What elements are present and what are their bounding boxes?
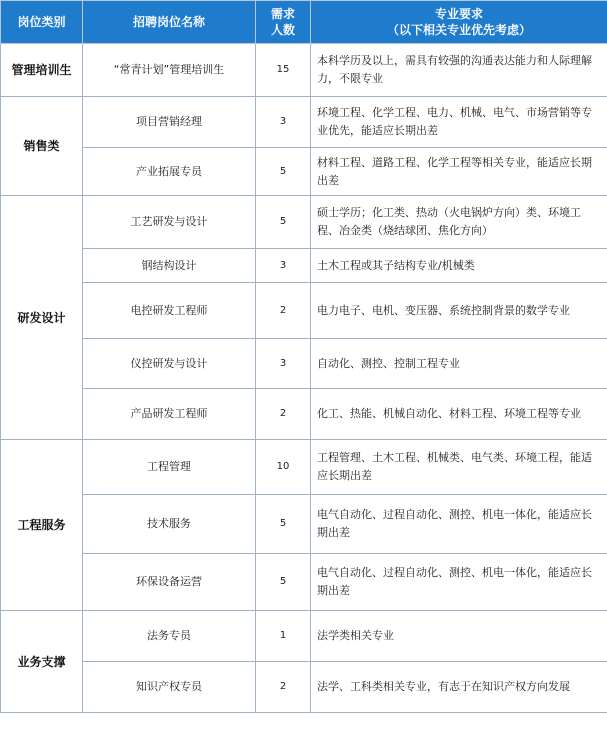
category-cell: 业务支撑 [1,611,83,713]
position-cell: 技术服务 [83,495,256,554]
requirement-cell: 土木工程或其子结构专业/机械类 [311,249,607,283]
position-cell: 工艺研发与设计 [83,196,256,249]
count-cell: 1 [256,611,311,662]
position-cell: 知识产权专员 [83,662,256,713]
header-row [1,1,607,44]
position-cell: 环保设备运营 [83,554,256,611]
table-row [1,440,607,495]
position-cell: 项目营销经理 [83,97,256,148]
position-cell: 仪控研发与设计 [83,339,256,389]
position-cell: 法务专员 [83,611,256,662]
requirement-cell: 电力电子、电机、变压器、系统控制背景的数学专业 [311,283,607,339]
position-cell: “常青计划”管理培训生 [83,44,256,97]
table-row [1,611,607,662]
count-cell: 3 [256,97,311,148]
requirement-cell: 法学、工科类相关专业，有志于在知识产权方向发展 [311,662,607,713]
header-count-line2: 人数 [270,23,295,37]
count-cell: 10 [256,440,311,495]
header-req-line1: 专业要求 [434,7,483,21]
requirement-cell: 硕士学历；化工类、热动（火电锅炉方向）类、环境工程、冶金类（烧结球团、焦化方向） [311,196,607,249]
count-cell: 2 [256,662,311,713]
position-cell: 产品研发工程师 [83,389,256,440]
table-row [1,97,607,148]
count-cell: 5 [256,554,311,611]
requirement-cell: 电气自动化、过程自动化、测控、机电一体化，能适应长期出差 [311,554,607,611]
table-row [1,389,607,440]
header-count-line1: 需求 [270,7,295,21]
position-cell: 钢结构设计 [83,249,256,283]
position-cell: 工程管理 [83,440,256,495]
count-cell: 2 [256,389,311,440]
header-requirement [311,1,607,44]
count-cell: 5 [256,148,311,196]
table-row [1,554,607,611]
position-cell: 产业拓展专员 [83,148,256,196]
category-cell: 销售类 [1,97,83,196]
table-row [1,495,607,554]
count-cell: 3 [256,249,311,283]
header-position: 招聘岗位名称 [83,1,256,44]
table-row [1,196,607,249]
requirement-cell: 本科学历及以上，需具有较强的沟通表达能力和人际理解力，不限专业 [311,44,607,97]
table-row [1,662,607,713]
table-row [1,249,607,283]
count-cell: 5 [256,196,311,249]
header-category: 岗位类别 [1,1,83,44]
count-cell: 5 [256,495,311,554]
category-cell: 工程服务 [1,440,83,611]
requirement-cell: 化工、热能、机械自动化、材料工程、环境工程等专业 [311,389,607,440]
requirement-cell: 工程管理、土木工程、机械类、电气类、环境工程，能适应长期出差 [311,440,607,495]
header-count [256,1,311,44]
category-cell: 研发设计 [1,196,83,440]
table-row [1,44,607,97]
count-cell: 3 [256,339,311,389]
count-cell: 2 [256,283,311,339]
category-cell: 管理培训生 [1,44,83,97]
header-req-line2: （以下相关专业优先考虑） [386,23,531,37]
requirement-cell: 环境工程、化学工程、电力、机械、电气、市场营销等专业优先，能适应长期出差 [311,97,607,148]
requirement-cell: 法学类相关专业 [311,611,607,662]
count-cell: 15 [256,44,311,97]
requirement-cell: 材料工程、道路工程、化学工程等相关专业，能适应长期出差 [311,148,607,196]
table-row [1,339,607,389]
requirement-cell: 自动化、测控、控制工程专业 [311,339,607,389]
table-row [1,148,607,196]
requirement-cell: 电气自动化、过程自动化、测控、机电一体化，能适应长期出差 [311,495,607,554]
position-cell: 电控研发工程师 [83,283,256,339]
table-row [1,283,607,339]
